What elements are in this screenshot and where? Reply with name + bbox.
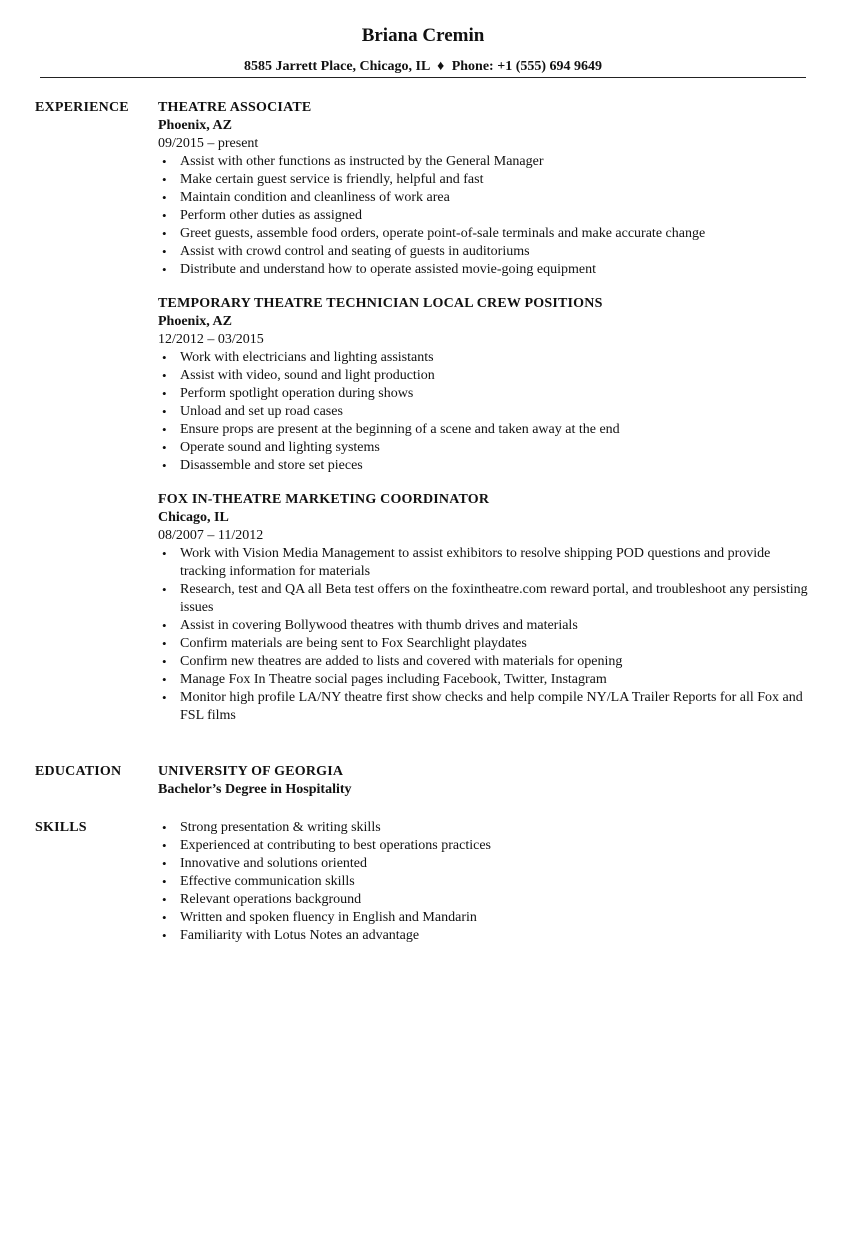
job-bullet: • Perform other duties as assigned: [158, 207, 813, 225]
job-entry: [158, 99, 813, 279]
skills-body: [158, 819, 813, 945]
job-entry: [158, 295, 813, 475]
skill-item: • Innovative and solutions oriented: [158, 855, 813, 873]
section-label-skills: SKILLS: [35, 820, 87, 835]
education-body: [158, 763, 813, 799]
job-bullet: • Confirm new theatres are added to lists and covered with materials for opening: [158, 653, 813, 671]
job-location: Chicago, IL: [158, 510, 229, 525]
job-bullet: • Make certain guest service is friendly, helpful and fast: [158, 171, 813, 189]
job-bullet: • Maintain condition and cleanliness of work area: [158, 189, 813, 207]
job-bullet: • Assist in covering Bollywood theatres with thumb drives and materials: [158, 617, 813, 635]
job-bullet: • Operate sound and lighting systems: [158, 439, 813, 457]
job-entry: [158, 491, 813, 725]
skill-item: • Relevant operations background: [158, 891, 813, 909]
job-location: Phoenix, AZ: [158, 118, 232, 133]
job-bullet: • Perform spotlight operation during shows: [158, 385, 813, 403]
job-bullet: • Greet guests, assemble food orders, operate point-of-sale terminals and make accurate change: [158, 225, 813, 243]
contact-line: [40, 58, 806, 76]
job-bullets: [158, 153, 813, 279]
job-location: Phoenix, AZ: [158, 314, 232, 329]
job-dates: 09/2015 – present: [158, 136, 259, 151]
education-degree: Bachelor’s Degree in Hospitality: [158, 782, 352, 797]
skill-item: • Familiarity with Lotus Notes an advantage: [158, 927, 813, 945]
phone: Phone: +1 (555) 694 9649: [451, 59, 603, 74]
job-bullet: • Confirm materials are being sent to Fox Searchlight playdates: [158, 635, 813, 653]
education-school: UNIVERSITY OF GEORGIA: [158, 764, 344, 779]
header-divider: [40, 77, 806, 78]
experience-body: [158, 99, 813, 739]
job-title: TEMPORARY THEATRE TECHNICIAN LOCAL CREW POSITIONS: [158, 296, 603, 311]
skills-list: [158, 819, 813, 945]
job-bullet: • Assist with crowd control and seating of guests in auditoriums: [158, 243, 813, 261]
job-bullet: • Assist with video, sound and light production: [158, 367, 813, 385]
job-bullet: • Work with electricians and lighting assistants: [158, 349, 813, 367]
job-dates: 08/2007 – 11/2012: [158, 528, 264, 543]
address: 8585 Jarrett Place, Chicago, IL: [243, 59, 430, 74]
job-bullets: [158, 349, 813, 475]
candidate-name: Briana Cremin: [361, 25, 485, 46]
job-dates: 12/2012 – 03/2015: [158, 332, 264, 347]
job-bullet: • Manage Fox In Theatre social pages including Facebook, Twitter, Instagram: [158, 671, 813, 689]
skill-item: • Effective communication skills: [158, 873, 813, 891]
job-bullet: • Research, test and QA all Beta test offers on the foxintheatre.com reward portal, and troubleshoot any persisting issues: [158, 581, 813, 617]
job-bullet: • Distribute and understand how to operate assisted movie-going equipment: [158, 261, 813, 279]
job-bullet: • Monitor high profile LA/NY theatre first show checks and help compile NY/LA Trailer Reports for all Fox and FSL films: [158, 689, 813, 725]
job-bullet: • Assist with other functions as instructed by the General Manager: [158, 153, 813, 171]
skill-item: • Experienced at contributing to best operations practices: [158, 837, 813, 855]
section-label-experience: EXPERIENCE: [35, 100, 129, 115]
job-bullet: • Work with Vision Media Management to assist exhibitors to resolve shipping POD questions and provide tracking information for materials: [158, 545, 813, 581]
job-title: FOX IN-THEATRE MARKETING COORDINATOR: [158, 492, 490, 507]
job-bullet: • Disassemble and store set pieces: [158, 457, 813, 475]
skill-item: • Strong presentation & writing skills: [158, 819, 813, 837]
job-bullets: [158, 545, 813, 725]
skill-item: • Written and spoken fluency in English and Mandarin: [158, 909, 813, 927]
resume-header: [40, 24, 806, 76]
job-bullet: • Ensure props are present at the beginning of a scene and taken away at the end: [158, 421, 813, 439]
job-title: THEATRE ASSOCIATE: [158, 100, 312, 115]
section-label-education: EDUCATION: [35, 764, 122, 779]
diamond-separator-icon: ♦: [437, 59, 445, 74]
job-bullet: • Unload and set up road cases: [158, 403, 813, 421]
